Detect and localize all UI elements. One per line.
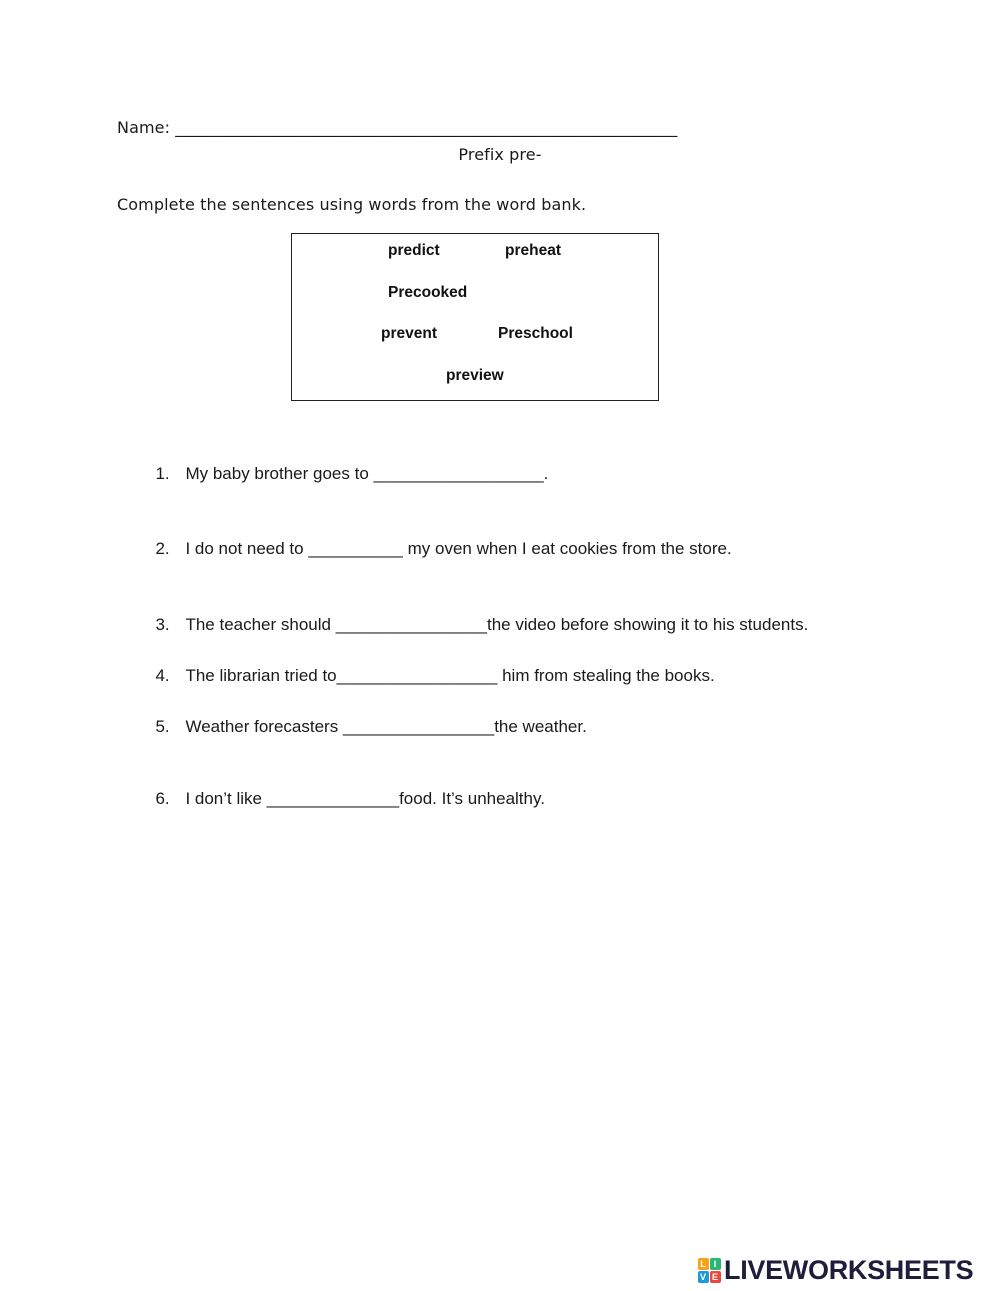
question-text: The teacher should ________________the video before showing it to his students. <box>185 615 809 634</box>
word-bank-word: predict <box>388 242 440 259</box>
question-text: I do not need to __________ my oven when I eat cookies from the store. <box>185 539 732 558</box>
question-text: I don’t like ______________food. It’s unhealthy. <box>185 789 545 808</box>
question-text: My baby brother goes to __________________. <box>185 464 549 483</box>
question-1 <box>146 444 548 484</box>
question-2 <box>146 519 732 559</box>
word-bank-box <box>291 233 659 401</box>
question-number: 5. <box>155 717 170 736</box>
question-number: 2. <box>155 539 170 558</box>
instructions: Complete the sentences using words from the word bank. <box>117 195 587 214</box>
word-bank-word: Preschool <box>498 325 573 342</box>
question-6 <box>146 769 545 809</box>
question-5 <box>146 697 587 737</box>
question-4 <box>146 646 715 686</box>
logo-cell: V <box>698 1271 709 1283</box>
logo-cell: I <box>710 1258 721 1270</box>
question-text: The librarian tried to_________________ him from stealing the books. <box>185 666 715 685</box>
question-number: 1. <box>155 464 170 483</box>
word-bank-word: preview <box>446 367 504 384</box>
word-bank-word: Precooked <box>388 284 468 301</box>
logo-mark-icon <box>697 1257 721 1283</box>
logo-cell: E <box>710 1271 721 1283</box>
word-bank-word: preheat <box>505 242 561 259</box>
question-number: 6. <box>155 789 170 808</box>
logo-text: LIVEWORKSHEETS <box>724 1254 974 1285</box>
name-field-line: Name: ______________________________________________________________ <box>117 118 678 137</box>
question-number: 4. <box>155 666 170 685</box>
question-text: Weather forecasters ________________the weather. <box>185 717 587 736</box>
liveworksheets-logo <box>697 1255 973 1285</box>
logo-cell: L <box>698 1258 709 1270</box>
worksheet-title: Prefix pre- <box>458 145 542 164</box>
word-bank-word: prevent <box>381 325 437 342</box>
question-number: 3. <box>155 615 170 634</box>
question-3 <box>146 595 808 635</box>
